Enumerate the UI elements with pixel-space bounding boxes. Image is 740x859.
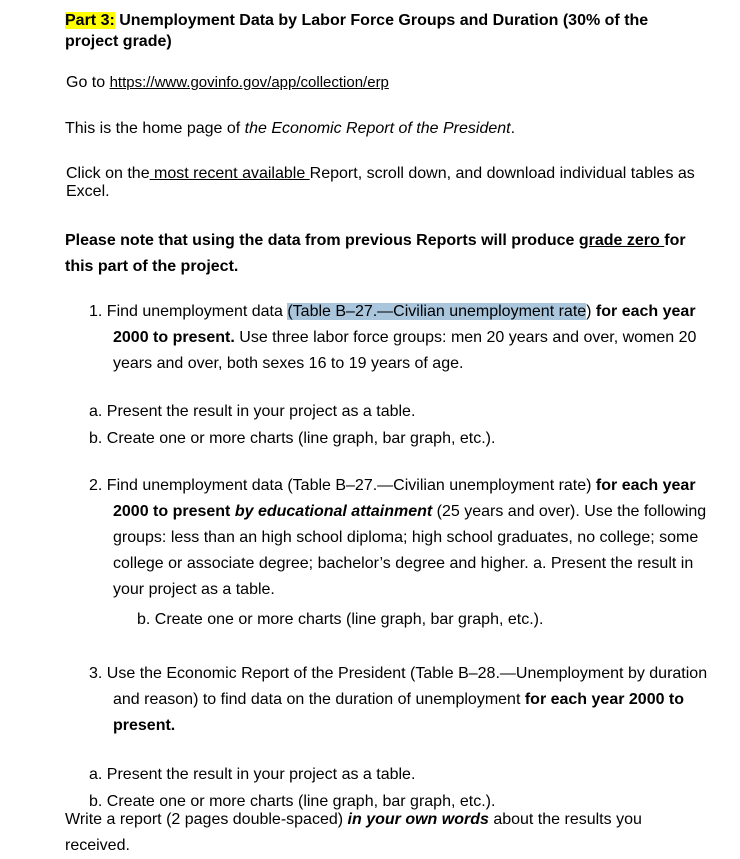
- report-paragraph: [65, 807, 665, 859]
- item-3-prefix: 3. Use the Economic Report of the President (Table B–28.—Unemployment by duration and reason) to find data on the duration of unemployment: [89, 665, 708, 708]
- item-1: [89, 299, 703, 377]
- item-1-a: a. Present the result in your project as a table.: [89, 403, 416, 420]
- item-2: [89, 473, 713, 603]
- item-1-close: ): [586, 303, 592, 320]
- page-title: [65, 10, 675, 52]
- report-bold-italic: in your own words: [347, 811, 489, 828]
- home-prefix: This is the home page of: [65, 120, 245, 137]
- note-suffix: for this part of the project.: [65, 232, 686, 275]
- note-prefix: Please note that using the data from previous Reports will produce: [65, 232, 579, 249]
- item-2-prefix: 2. Find unemployment data (Table B–27.—Civilian unemployment rate): [89, 477, 592, 494]
- note-paragraph: [65, 228, 695, 280]
- item-1-rest: Use three labor force groups: men 20 years and over, women 20 years and over, both sexes 16 to 19 years of age.: [113, 329, 697, 372]
- item-2-b: b. Create one or more charts (line graph, bar graph, etc.).: [137, 611, 544, 628]
- click-prefix: Click on the: [66, 165, 150, 182]
- part-label: Part 3:: [65, 12, 115, 29]
- item-3-bold: for each year 2000 to present.: [113, 691, 685, 734]
- click-paragraph: [66, 165, 696, 201]
- item-3: [89, 661, 713, 739]
- item-3-b: b. Create one or more charts (line graph, bar graph, etc.).: [89, 793, 496, 810]
- item-1-prefix: 1. Find unemployment data: [89, 303, 288, 320]
- item-1-bold: for each year 2000 to present.: [113, 303, 696, 346]
- click-underlined: most recent available: [149, 165, 310, 182]
- report-suffix: about the results you received.: [65, 811, 642, 854]
- title-text: Unemployment Data by Labor Force Groups and Duration (30% of the project grade): [65, 12, 649, 50]
- home-italic: the Economic Report of the President: [244, 120, 511, 137]
- item-1-highlight: (Table B–27.—Civilian unemployment rate: [287, 303, 587, 320]
- goto-prefix: Go to: [66, 74, 110, 91]
- item-2-rest: (25 years and over). Use the following groups: less than an high school diploma; high school graduates, no college; some college or associate degree; bachelor’s degree and higher. a. Present the result in your project as a table.: [113, 503, 707, 598]
- erp-link[interactable]: https://www.govinfo.gov/app/collection/erp: [109, 74, 389, 91]
- item-2-bold-italic: by educational attainment: [230, 503, 433, 520]
- home-line: [65, 119, 515, 139]
- home-suffix: .: [510, 120, 516, 137]
- item-1-b: b. Create one or more charts (line graph, bar graph, etc.).: [89, 430, 496, 447]
- goto-line: [66, 73, 389, 93]
- note-underlined: grade zero: [578, 232, 665, 249]
- item-2-bold: for each year 2000 to present: [113, 477, 696, 520]
- item-3-a: a. Present the result in your project as a table.: [89, 766, 416, 783]
- click-suffix: Report, scroll down, and download individual tables as Excel.: [66, 165, 695, 200]
- report-prefix: Write a report (2 pages double-spaced): [65, 811, 348, 828]
